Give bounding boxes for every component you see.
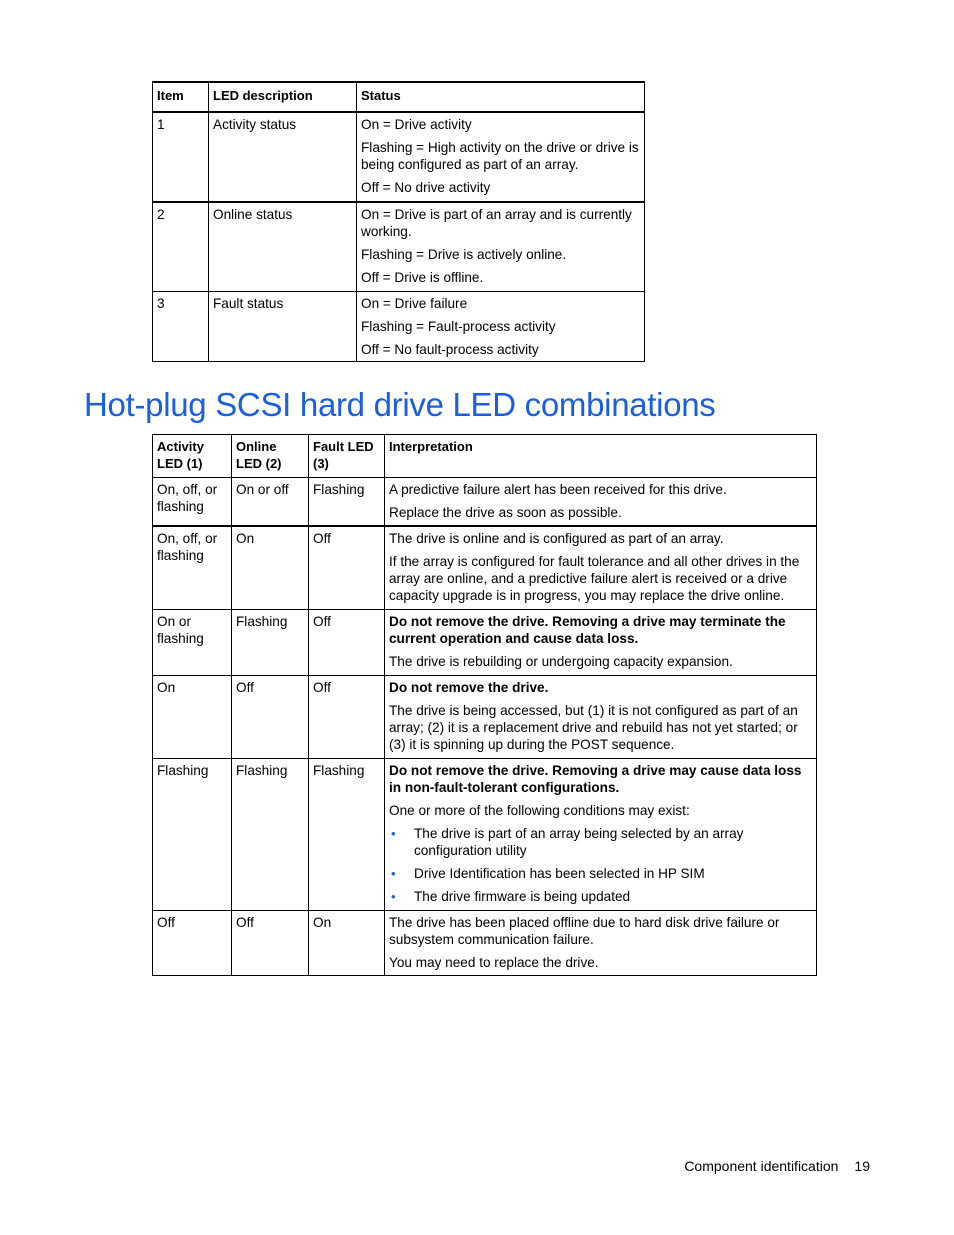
header-activity-led: Activity LED (1) xyxy=(153,435,232,478)
online-led-cell: Off xyxy=(232,676,309,759)
status-cell xyxy=(357,292,645,362)
interpretation-text: A predictive failure alert has been received for this drive. xyxy=(389,482,727,497)
status-line: Flashing = Drive is actively online. xyxy=(361,247,567,262)
online-led-cell: On xyxy=(232,526,309,610)
activity-led-cell: On or flashing xyxy=(153,610,232,676)
item-cell: 3 xyxy=(153,292,209,362)
table-row xyxy=(153,478,817,527)
description-cell: Fault status xyxy=(209,292,357,362)
interpretation-cell xyxy=(385,610,817,676)
interpretation-cell xyxy=(385,526,817,610)
table-row xyxy=(153,202,645,292)
interpretation-text: One or more of the following conditions may exist: xyxy=(389,803,690,818)
led-combinations-table xyxy=(152,434,817,976)
warning-text: Do not remove the drive. Removing a drive may cause data loss in non-fault-tolerant configurations. xyxy=(389,763,802,795)
table-row xyxy=(153,112,645,202)
interpretation-cell xyxy=(385,911,817,976)
description-cell: Online status xyxy=(209,202,357,292)
table-row xyxy=(153,610,817,676)
list-item-text: The drive firmware is being updated xyxy=(414,889,631,904)
activity-led-cell: Flashing xyxy=(153,759,232,911)
status-cell xyxy=(357,202,645,292)
interpretation-cell xyxy=(385,478,817,527)
list-item-text: The drive is part of an array being selected by an array configuration utility xyxy=(414,826,744,858)
status-line: Flashing = High activity on the drive or drive is being configured as part of an array. xyxy=(361,140,639,172)
fault-led-cell: Flashing xyxy=(309,478,385,527)
page-number: 19 xyxy=(854,1158,870,1174)
item-cell: 1 xyxy=(153,112,209,202)
activity-led-cell: On, off, or flashing xyxy=(153,478,232,527)
interpretation-text: The drive is rebuilding or undergoing capacity expansion. xyxy=(389,654,733,669)
condition-list xyxy=(389,825,812,905)
list-item xyxy=(389,825,812,859)
online-led-cell: On or off xyxy=(232,478,309,527)
table-row xyxy=(153,911,817,976)
page-footer xyxy=(684,1158,870,1174)
fault-led-cell: Flashing xyxy=(309,759,385,911)
warning-text: Do not remove the drive. Removing a drive may terminate the current operation and cause data loss. xyxy=(389,614,786,646)
interpretation-text: The drive is being accessed, but (1) it is not configured as part of an array; (2) it is a replacement drive and rebuild has not yet started; or (3) it is spinning up during the POST sequence. xyxy=(389,703,798,752)
online-led-cell: Flashing xyxy=(232,759,309,911)
warning-text: Do not remove the drive. xyxy=(389,680,549,695)
list-item xyxy=(389,865,812,882)
online-led-cell: Flashing xyxy=(232,610,309,676)
fault-led-cell: On xyxy=(309,911,385,976)
interpretation-text: You may need to replace the drive. xyxy=(389,955,599,970)
table-row xyxy=(153,759,817,911)
status-line: On = Drive failure xyxy=(361,296,468,311)
led-status-table xyxy=(152,81,645,362)
header-fault-led: Fault LED (3) xyxy=(309,435,385,478)
status-line: On = Drive activity xyxy=(361,117,472,132)
bullet-icon: • xyxy=(391,889,396,904)
status-line: Flashing = Fault-process activity xyxy=(361,319,556,334)
activity-led-cell: Off xyxy=(153,911,232,976)
interpretation-cell xyxy=(385,676,817,759)
table-row xyxy=(153,676,817,759)
fault-led-cell: Off xyxy=(309,676,385,759)
table-header-row xyxy=(153,82,645,112)
status-line: Off = No drive activity xyxy=(361,180,491,195)
list-item xyxy=(389,888,812,905)
header-status: Status xyxy=(357,82,645,112)
status-line: Off = Drive is offline. xyxy=(361,270,484,285)
interpretation-text: The drive has been placed offline due to hard disk drive failure or subsystem communication failure. xyxy=(389,915,780,947)
fault-led-cell: Off xyxy=(309,526,385,610)
activity-led-cell: On xyxy=(153,676,232,759)
header-item: Item xyxy=(153,82,209,112)
header-led-description: LED description xyxy=(209,82,357,112)
table-row xyxy=(153,526,817,610)
status-line: On = Drive is part of an array and is currently working. xyxy=(361,207,632,239)
list-item-text: Drive Identification has been selected in HP SIM xyxy=(414,866,705,881)
bullet-icon: • xyxy=(391,866,396,881)
interpretation-text: If the array is configured for fault tolerance and all other drives in the array are online, and a predictive failure alert is received or a drive capacity upgrade is in progress, you may replace the drive online. xyxy=(389,554,800,603)
footer-section-name: Component identification xyxy=(684,1158,839,1174)
header-online-led: Online LED (2) xyxy=(232,435,309,478)
table-header-row xyxy=(153,435,817,478)
description-cell: Activity status xyxy=(209,112,357,202)
interpretation-text: The drive is online and is configured as part of an array. xyxy=(389,531,724,546)
section-heading: Hot-plug SCSI hard drive LED combinations xyxy=(84,386,716,423)
status-cell xyxy=(357,112,645,202)
item-cell: 2 xyxy=(153,202,209,292)
fault-led-cell: Off xyxy=(309,610,385,676)
activity-led-cell: On, off, or flashing xyxy=(153,526,232,610)
header-interpretation: Interpretation xyxy=(385,435,817,478)
status-line: Off = No fault-process activity xyxy=(361,342,539,357)
combinations-body xyxy=(153,478,817,976)
online-led-cell: Off xyxy=(232,911,309,976)
bullet-icon: • xyxy=(391,826,396,841)
interpretation-text: Replace the drive as soon as possible. xyxy=(389,505,622,520)
interpretation-cell xyxy=(385,759,817,911)
table-row xyxy=(153,292,645,362)
